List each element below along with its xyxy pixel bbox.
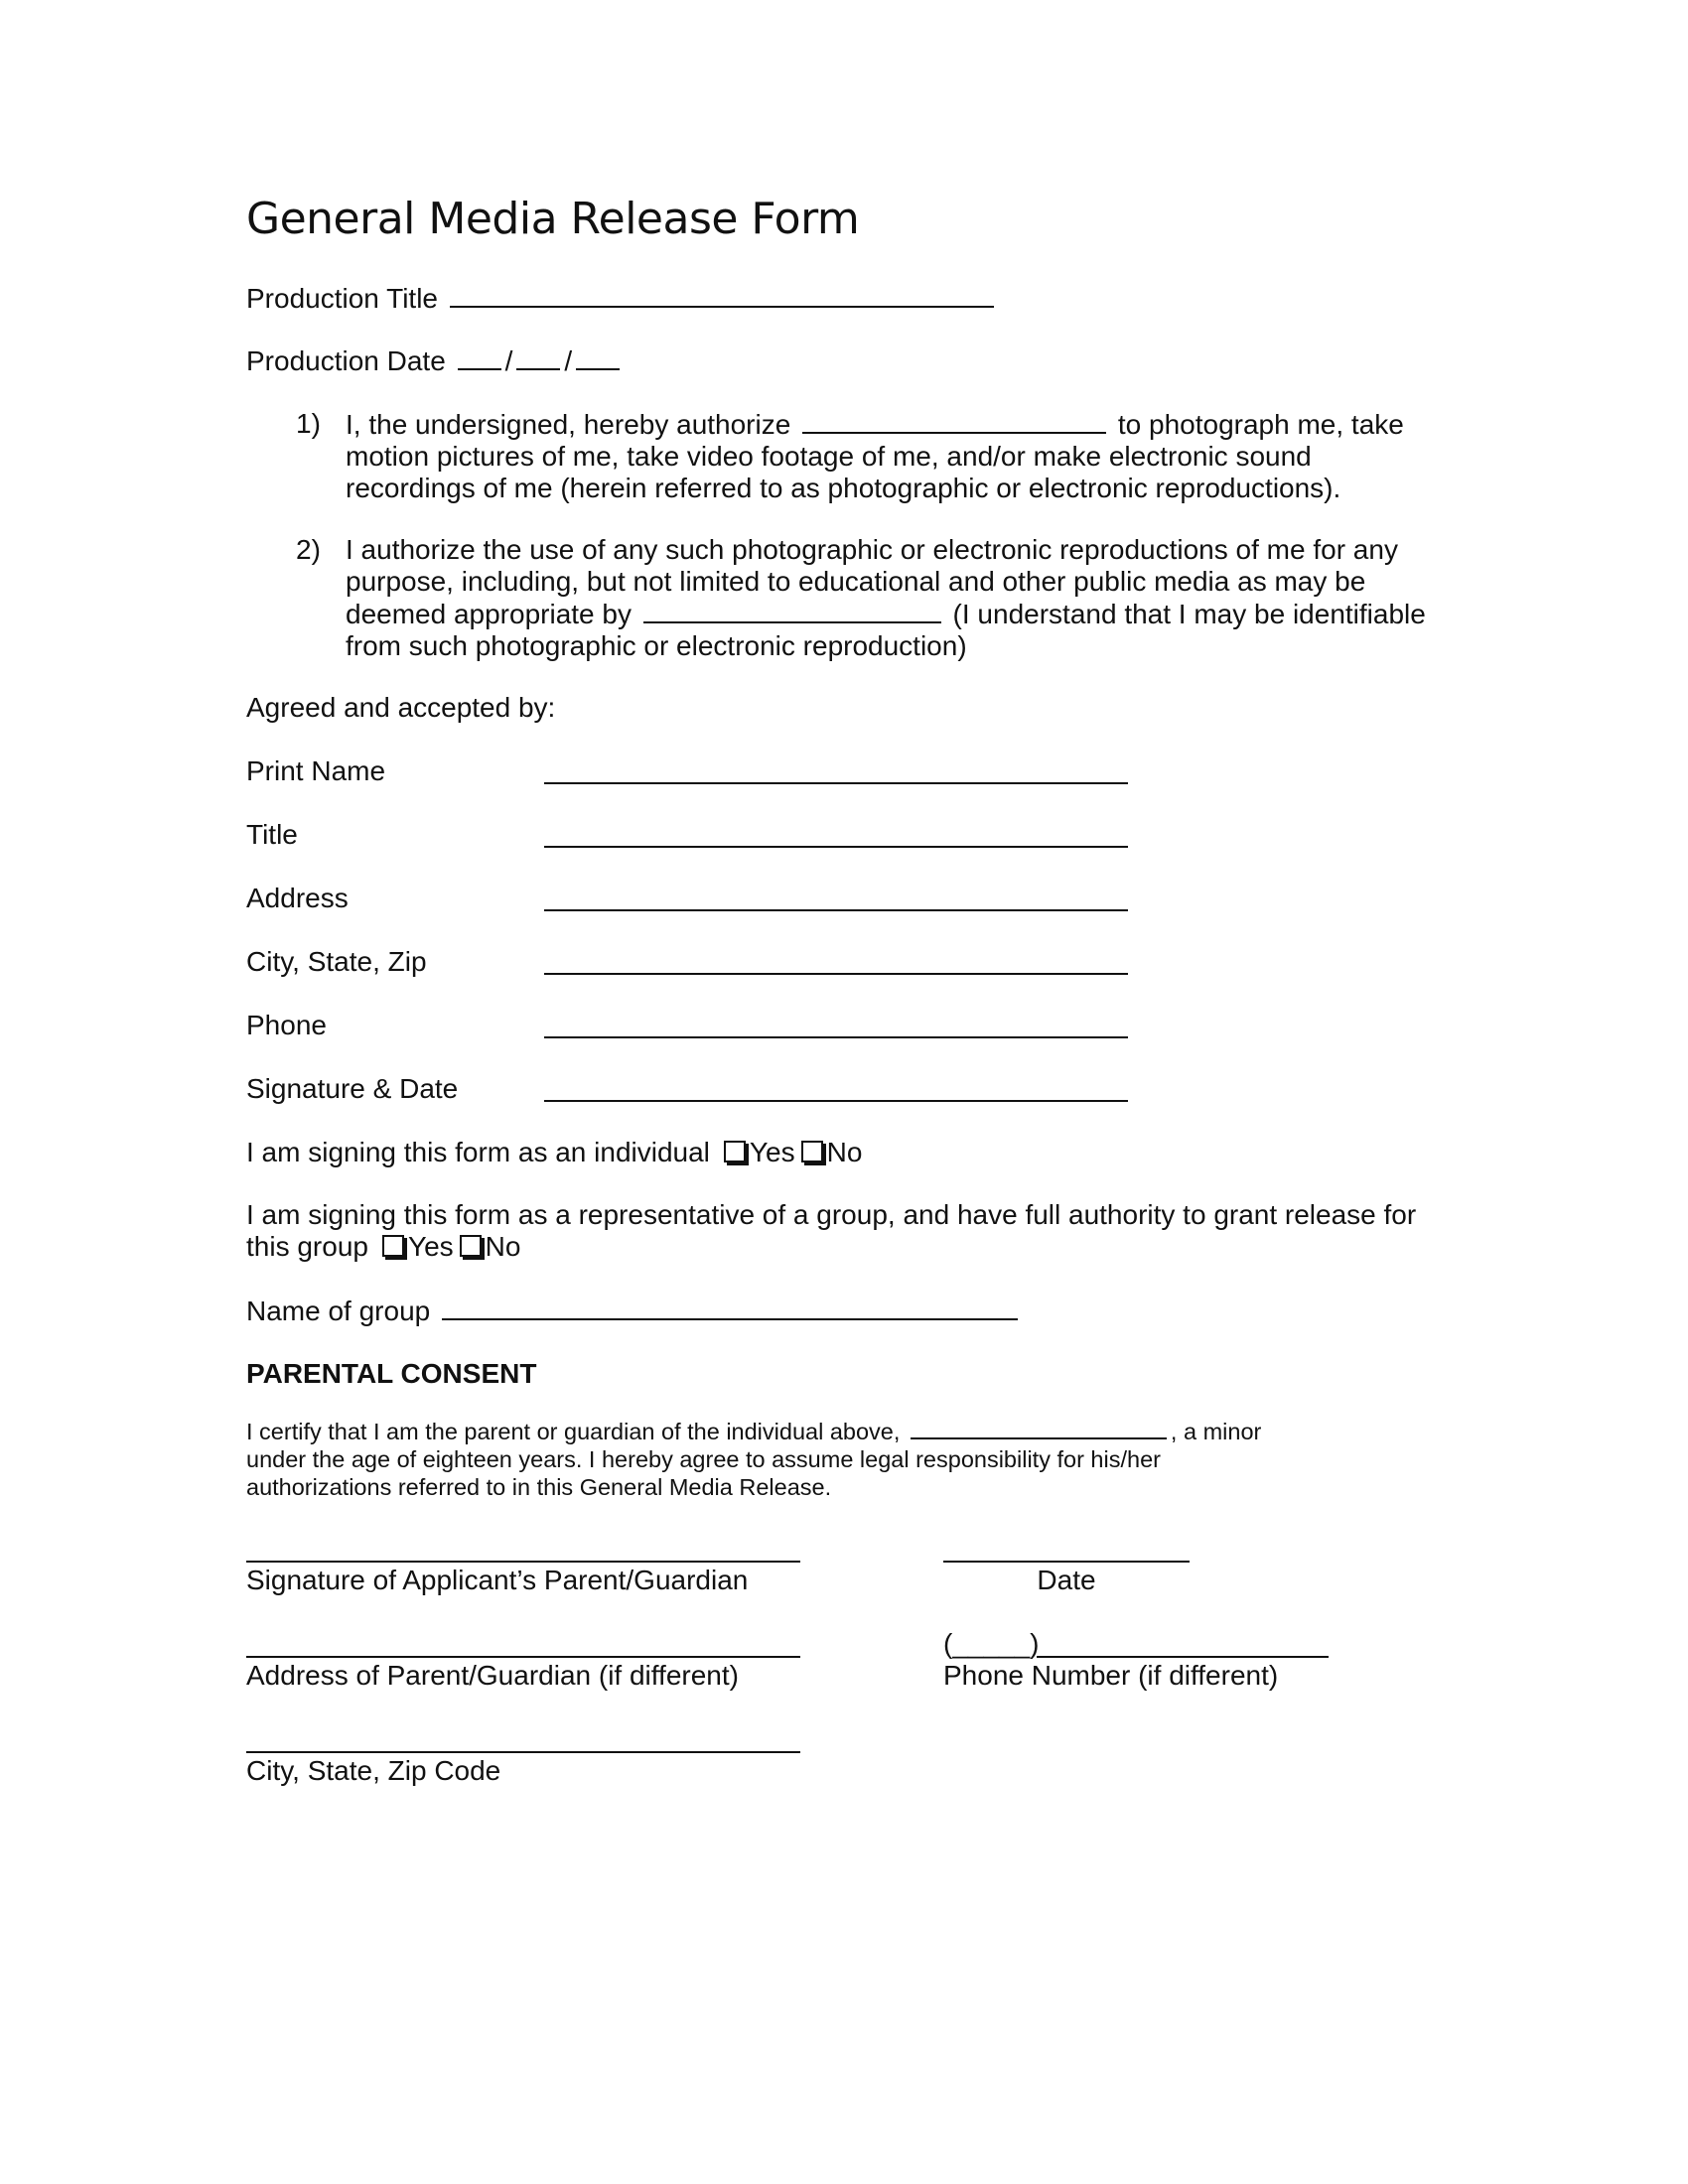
production-date-month-field[interactable] (458, 344, 501, 370)
phone-label: Phone (246, 1010, 327, 1040)
authorized-party-field[interactable] (802, 408, 1106, 434)
agreed-accepted-label: Agreed and accepted by: (246, 692, 556, 723)
parental-line-1 (246, 1418, 1261, 1446)
item-1-line-2: motion pictures of me, take video footage of me, and/or make electronic sound (346, 441, 1312, 472)
item-1-line-1-start: I, the undersigned, hereby authorize (346, 409, 791, 440)
parent-signature-label: Signature of Applicant’s Parent/Guardian (246, 1565, 749, 1595)
print-name-label: Print Name (246, 755, 386, 786)
parental-line-3: authorizations referred to in this General Media Release. (246, 1474, 832, 1500)
parental-line-1-start: I certify that I am the parent or guardian of the individual above, (246, 1419, 901, 1444)
item-2-number: 2) (296, 534, 321, 565)
parent-signature-field[interactable] (246, 1561, 800, 1563)
individual-no-label: No (826, 1137, 863, 1167)
group-name-field[interactable] (442, 1295, 1018, 1320)
city-state-zip-label: City, State, Zip (246, 946, 427, 977)
production-date-day-field[interactable] (516, 344, 560, 370)
signature-date-field[interactable] (544, 1100, 1128, 1102)
group-question-line-2 (246, 1231, 1416, 1263)
production-title-label: Production Title (246, 283, 438, 314)
parent-city-field[interactable] (246, 1751, 800, 1753)
item-2-line-3 (346, 598, 1426, 630)
address-label: Address (246, 883, 349, 913)
group-name-row (246, 1295, 1022, 1327)
item-2-line-3-start: deemed appropriate by (346, 599, 632, 629)
group-yes-label: Yes (407, 1231, 454, 1262)
title-label: Title (246, 819, 298, 850)
city-state-zip-field[interactable] (544, 973, 1128, 975)
phone-field[interactable] (544, 1036, 1128, 1038)
parental-line-1-end: , a minor (1170, 1419, 1262, 1444)
page-title: General Media Release Form (246, 194, 860, 244)
group-question-line-1: I am signing this form as a representative of a group, and have full authority to grant release for (246, 1199, 1417, 1230)
parent-city-label: City, State, Zip Code (246, 1755, 501, 1786)
item-2-text (346, 534, 1426, 662)
date-separator: / (564, 345, 573, 376)
parent-phone-label: Phone Number (if different) (943, 1660, 1279, 1691)
group-name-label: Name of group (246, 1296, 431, 1326)
item-1-line-1-end: to photograph me, take (1117, 409, 1404, 440)
item-2-line-2: purpose, including, but not limited to educational and other public media as may be (346, 566, 1366, 597)
date-separator: / (504, 345, 513, 376)
title-field[interactable] (544, 846, 1128, 848)
individual-question-row (246, 1137, 862, 1168)
item-2-line-1: I authorize the use of any such photographic or electronic reproductions of me for any (346, 534, 1398, 565)
production-title-row (246, 282, 998, 315)
item-1-line-1 (346, 408, 1404, 441)
item-1-number: 1) (296, 408, 321, 439)
item-1-text (346, 408, 1404, 504)
parent-date-field[interactable] (943, 1561, 1190, 1563)
parent-address-label: Address of Parent/Guardian (if different) (246, 1660, 739, 1691)
parental-consent-heading: PARENTAL CONSENT (246, 1358, 537, 1389)
deemed-appropriate-by-field[interactable] (643, 598, 941, 623)
individual-question: I am signing this form as an individual (246, 1137, 710, 1167)
group-question (246, 1199, 1416, 1263)
group-yes-checkbox[interactable] (382, 1235, 404, 1257)
group-question-line-2-text: this group (246, 1231, 368, 1262)
group-no-label: No (485, 1231, 521, 1262)
individual-yes-label: Yes (749, 1137, 795, 1167)
parent-phone-prefix: (_____) (943, 1628, 1040, 1659)
signature-date-label: Signature & Date (246, 1073, 459, 1104)
production-title-field[interactable] (450, 282, 994, 308)
minor-name-field[interactable] (911, 1418, 1167, 1439)
item-2-line-3-end: (I understand that I may be identifiable (952, 599, 1426, 629)
parent-phone-field[interactable] (1037, 1656, 1329, 1658)
production-date-label: Production Date (246, 345, 446, 376)
print-name-field[interactable] (544, 782, 1128, 784)
parent-date-label: Date (1037, 1565, 1096, 1595)
parental-line-2: under the age of eighteen years. I hereby agree to assume legal responsibility for his/her (246, 1446, 1161, 1472)
parent-address-field[interactable] (246, 1656, 800, 1658)
production-date-year-field[interactable] (576, 344, 620, 370)
individual-yes-checkbox[interactable] (724, 1141, 746, 1162)
address-field[interactable] (544, 909, 1128, 911)
item-1-line-3: recordings of me (herein referred to as photographic or electronic reproductions). (346, 473, 1341, 503)
individual-no-checkbox[interactable] (801, 1141, 823, 1162)
group-no-checkbox[interactable] (460, 1235, 482, 1257)
item-2-line-4: from such photographic or electronic reproduction) (346, 630, 967, 661)
production-date-row (246, 344, 624, 377)
